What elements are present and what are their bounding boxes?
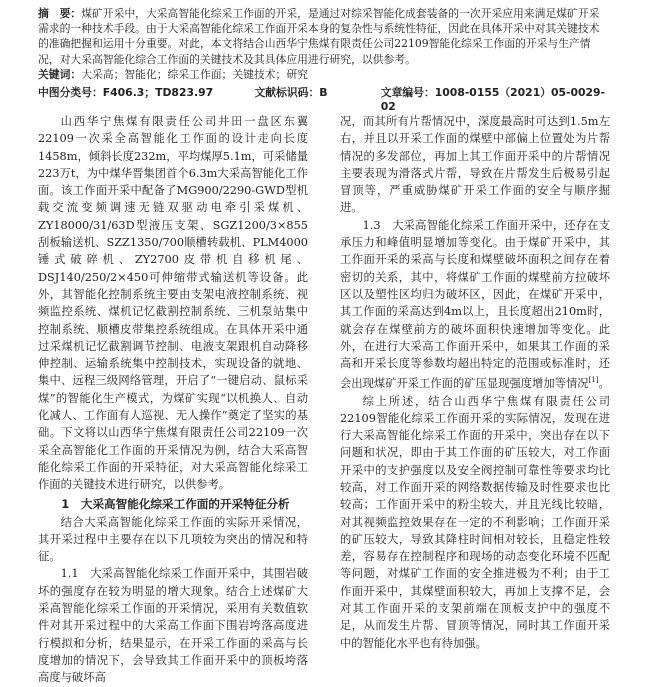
body-paragraph: 1.1 大采高智能化综采工作面开采中，其围岩破坏的强度存在较为明显的增大现象。结合上述煤矿大采高智能化综采工作面的开采情况，采用有关数值软件对其开采过程中的大采高工作面下围岩垮落高度进行模拟和分析，结果显示，在开采工作面的采高与长度增加的情况下，会导致其工作面开采中的顶板垮落高度与破坏高 — [38, 567, 308, 685]
body-paragraph — [340, 217, 610, 393]
left-column — [38, 113, 308, 687]
article-number: 文章编号：1008-0155（2021）05-0029-02 — [380, 86, 606, 113]
body-paragraph: 结合大采高智能化综采工作面的实际开采情况，其开采过程中主要存在以下几项较为突出的情况和特征。 — [38, 515, 308, 564]
body-text: 1.3 大采高智能化综采工作面开采中，还存在支承压力和峰值明显增加等变化。由于煤矿开采中，其工作面开采的采高与长度和煤壁破坏面积之间存在着密切的关系，其中，将煤矿工作面的煤壁前方拉破坏区以及塑性区均归为破坏区，因此，在煤矿开采中，其工作面的采高达到4m以上，且长度超出210m时，就会存在煤壁前方的破坏面积快速增加等变化。此外，在进行大采高工作面开采中，如果其工作面的采高和开采长度等参数均超出特定的范围或标准时，还会出现煤矿开采工作面的矿压显现强度增加等情况 — [340, 218, 610, 391]
right-column — [340, 113, 610, 652]
body-paragraph: 况，而其所有片帮情况中，深度最高时可达到1.5m左右，并且以开采工作面的煤壁中部偏上位置处为片帮情况的多发部位，再加上其工作面开采中的片帮情况主要表现为滑落式片帮，导致在片帮发生后极易引起冒顶等，严重威胁煤矿开采工作面的安全与顺序掘进。 — [340, 115, 610, 215]
abstract-block — [38, 6, 608, 82]
citation-ref[interactable]: [1] — [588, 376, 599, 385]
keywords-text: 大采高；智能化；综采工作面；关键技术；研究 — [81, 67, 308, 81]
document-code: 文献标识码：B — [254, 86, 328, 99]
classification-line — [38, 85, 608, 113]
abstract-paragraph — [38, 6, 608, 67]
abstract-text: 煤矿开采中，大采高智能化综采工作面的开采，是通过对综采智能化成套装备的一次开采应用来满足煤矿开采需求的一种技术手段。由于大采高智能化综采工作面开采本身的复杂性与系统性特征，因此在具体开采中对其关键技术的准确把握和运用十分重要。对此，本文将结合山西华宁焦煤有限责任公司22109智能化综采工作面的开采与生产情况，对大采高智能化综合工作面的关键技术及其具体应用进行研究，以供参考。 — [38, 7, 600, 66]
body-paragraph: 综上所述，结合山西华宁焦煤有限责任公司22109智能化综采工作面开采的实际情况，发现在进行大采高智能化综采工作面的开采中，突出存在以下问题和状况，即由于其工作面的矿压较大，对工作面开采中的支护强度以及安全阀控制可靠性等要求均比较高，对工作面开采的网络数据传输及时性要求也比较高；工作面开采中的粉尘较大，并且光线比较暗，对其视频监控效果存在一定的不利影响；工作面开采的矿压较大，导致其降柱时间相对较长，且稳定性较差，容易存在控制程序和现场的动态变化环境不匹配等问题，对煤矿工作面的安全推进极为不利；由于工作面开采中，其煤壁面积较大，再加上支撑不足，会对其工作面开采的支架前端在顶板支护中的强度不足，从而发生片帮、冒顶等情况，同时其工作面开采中的智能化水平也有待加强。 — [340, 394, 610, 650]
section-heading: 1 大采高智能化综采工作面的开采特征分析 — [61, 496, 290, 511]
clc-number: 中图分类号：F406.3；TD823.97 — [38, 86, 214, 99]
keywords-label: 关键词： — [38, 67, 82, 81]
keywords-paragraph — [38, 67, 608, 82]
abstract-label: 摘 要： — [38, 7, 82, 20]
body-paragraph: 山西华宁焦煤有限责任公司井田一盘区东翼22109一次采全高智能化工作面的设计走向长度1458m，倾斜长度232m，平均煤厚5.1m，可采储量223万t，为中煤华晋集团首个6.3m大采高智能化工作面。该工作面开采中配备了MG900/2290-GWD型机载交流变频调速无链双驱动电牵引采煤机、ZY18000/31/63D型液压支架、SGZ1200/3×855刮板输送机、SZZ1350/700顺槽转载机、PLM4000锤式破碎机、ZY2700皮带机自移机尾、DSJ140/250/2×450可伸缩带式输送机等设备。此外，其智能化控制系统主要由支架电液控制系统、视频监控系统、煤机记忆截割控制系统、三机泵站集中控制系统、顺槽皮带集控系统组成。在具体开采中通过采煤机记忆截割调节控制、电液支架跟机自动降移伸控制、运输系统集中控制技术，实现设备的就地、集中、远程三级网络管理，开启了“一键启动、鼠标采煤”的智能化生产模式，为煤矿实现“以机换人、自动化减人、工作面有人巡视、无人操作”奠定了坚实的基础。下文将以山西华宁焦煤有限责任公司22109一次采全高智能化工作面的开采情况为例，结合大采高智能化综采工作面的开采特征，对大采高智能化综采工作面的关键技术进行研究，以供参考。 — [38, 115, 308, 492]
body-text: 。 — [598, 377, 610, 391]
